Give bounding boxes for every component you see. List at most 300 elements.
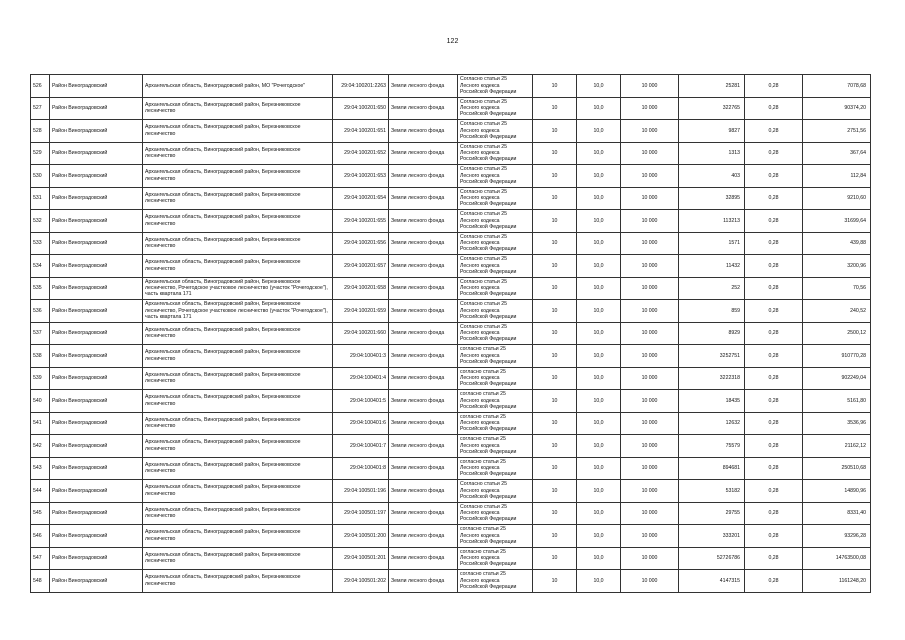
district-cell: Район Виноградовский (50, 97, 143, 120)
sum-cell: 93296,28 (803, 525, 871, 548)
value-cell: 10 000 (621, 390, 679, 413)
legal-basis-cell (458, 142, 533, 165)
value-cell: 10,0 (577, 97, 621, 120)
table-row (31, 412, 871, 435)
sum-cell: 14763500,08 (803, 547, 871, 570)
legal-basis-line: Российской Федерации (460, 268, 517, 275)
area-cell: 403 (679, 165, 745, 188)
cadastral-number-cell: 29:04:100501:200 (333, 525, 389, 548)
rate-cell: 0,28 (745, 210, 803, 233)
district-cell: Район Виноградовский (50, 457, 143, 480)
rate-cell: 0,28 (745, 187, 803, 210)
legal-basis-line: Лесного кодекса (460, 330, 500, 337)
district-cell: Район Виноградовский (50, 322, 143, 345)
address-cell: Архангельская область, Виноградовский район, Березниковское лесничество (143, 255, 333, 278)
area-cell: 29755 (679, 502, 745, 525)
row-number: 536 (31, 300, 50, 323)
address-cell: Архангельская область, Виноградовский район, Березниковское лесничество (143, 120, 333, 143)
sum-cell: 240,52 (803, 300, 871, 323)
row-number: 531 (31, 187, 50, 210)
legal-basis-line: согласно статьи 25 (460, 436, 506, 443)
table-row (31, 255, 871, 278)
land-category-cell: Земли лесного фонда (389, 525, 458, 548)
legal-basis-cell (458, 547, 533, 570)
legal-basis-line: Лесного кодекса (460, 510, 500, 517)
area-cell: 1313 (679, 142, 745, 165)
area-cell: 3252751 (679, 345, 745, 368)
table-row (31, 187, 871, 210)
rate-cell: 0,28 (745, 345, 803, 368)
district-cell: Район Виноградовский (50, 570, 143, 593)
value-cell: 10 (533, 435, 577, 458)
address-cell: Архангельская область, Виноградовский район, МО "Рочегодское" (143, 75, 333, 98)
row-number: 538 (31, 345, 50, 368)
rate-cell: 0,28 (745, 480, 803, 503)
cadastral-number-cell: 29:04:100501:196 (333, 480, 389, 503)
sum-cell: 7078,68 (803, 75, 871, 98)
table-row (31, 142, 871, 165)
area-cell: 1571 (679, 232, 745, 255)
legal-basis-line: согласно статьи 25 (460, 458, 506, 465)
table-row (31, 322, 871, 345)
legal-basis-line: Российской Федерации (460, 358, 517, 365)
rate-cell: 0,28 (745, 412, 803, 435)
cadastral-number-cell: 29:04:100401:8 (333, 457, 389, 480)
rate-cell: 0,28 (745, 525, 803, 548)
table-row (31, 570, 871, 593)
legal-basis-line: Согласно статьи 25 (460, 233, 507, 240)
district-cell: Район Виноградовский (50, 502, 143, 525)
rate-cell: 0,28 (745, 322, 803, 345)
legal-basis-cell (458, 75, 533, 98)
value-cell: 10 000 (621, 412, 679, 435)
value-cell: 10 (533, 502, 577, 525)
value-cell: 10 (533, 345, 577, 368)
district-cell: Район Виноградовский (50, 412, 143, 435)
land-category-cell: Земли лесного фонда (389, 570, 458, 593)
cadastral-number-cell: 29:04:100201:658 (333, 277, 389, 300)
table-row (31, 525, 871, 548)
legal-basis-cell (458, 232, 533, 255)
legal-basis-cell (458, 345, 533, 368)
legal-basis-line: Согласно статьи 25 (460, 323, 507, 330)
value-cell: 10 (533, 525, 577, 548)
legal-basis-line: Лесного кодекса (460, 487, 500, 494)
rate-cell: 0,28 (745, 277, 803, 300)
value-cell: 10 000 (621, 435, 679, 458)
value-cell: 10 (533, 255, 577, 278)
row-number: 548 (31, 570, 50, 593)
value-cell: 10,0 (577, 142, 621, 165)
district-cell: Район Виноградовский (50, 435, 143, 458)
legal-basis-line: Согласно статьи 25 (460, 503, 507, 510)
address-cell: Архангельская область, Виноградовский район, Березниковское лесничество (143, 570, 333, 593)
cadastral-number-cell: 29:04:100501:197 (333, 502, 389, 525)
district-cell: Район Виноградовский (50, 390, 143, 413)
value-cell: 10 000 (621, 255, 679, 278)
value-cell: 10 (533, 547, 577, 570)
legal-basis-line: согласно статьи 25 (460, 571, 506, 578)
land-category-cell: Земли лесного фонда (389, 300, 458, 323)
value-cell: 10 000 (621, 480, 679, 503)
land-category-cell: Земли лесного фонда (389, 322, 458, 345)
value-cell: 10,0 (577, 435, 621, 458)
rate-cell: 0,28 (745, 435, 803, 458)
legal-basis-cell (458, 187, 533, 210)
legal-basis-cell (458, 367, 533, 390)
row-number: 535 (31, 277, 50, 300)
sum-cell: 902249,04 (803, 367, 871, 390)
legal-basis-line: Лесного кодекса (460, 532, 500, 539)
value-cell: 10 000 (621, 120, 679, 143)
row-number: 526 (31, 75, 50, 98)
address-cell: Архангельская область, Виноградовский район, Березниковское лесничество (143, 525, 333, 548)
value-cell: 10 000 (621, 210, 679, 233)
cadastral-number-cell: 29:04:100401:5 (333, 390, 389, 413)
district-cell: Район Виноградовский (50, 480, 143, 503)
legal-basis-cell (458, 412, 533, 435)
sum-cell: 367,64 (803, 142, 871, 165)
legal-basis-line: Лесного кодекса (460, 150, 500, 157)
address-cell: Архангельская область, Виноградовский район, Березниковское лесничество (143, 502, 333, 525)
value-cell: 10 000 (621, 367, 679, 390)
legal-basis-line: Согласно статьи 25 (460, 188, 507, 195)
land-category-cell: Земли лесного фонда (389, 120, 458, 143)
row-number: 529 (31, 142, 50, 165)
value-cell: 10,0 (577, 75, 621, 98)
legal-basis-line: Российской Федерации (460, 156, 517, 163)
address-cell: Архангельская область, Виноградовский район, Березниковское лесничество (143, 232, 333, 255)
district-cell: Район Виноградовский (50, 75, 143, 98)
area-cell: 11432 (679, 255, 745, 278)
rate-cell: 0,28 (745, 300, 803, 323)
area-cell: 333201 (679, 525, 745, 548)
value-cell: 10,0 (577, 457, 621, 480)
legal-basis-cell (458, 322, 533, 345)
value-cell: 10 (533, 390, 577, 413)
cadastral-number-cell: 29:04:100201:656 (333, 232, 389, 255)
address-cell: Архангельская область, Виноградовский район, Березниковское лесничество (143, 142, 333, 165)
sum-cell: 31699,64 (803, 210, 871, 233)
legal-basis-line: Лесного кодекса (460, 82, 500, 89)
district-cell: Район Виноградовский (50, 187, 143, 210)
cadastral-number-cell: 29:04:100201:654 (333, 187, 389, 210)
district-cell: Район Виноградовский (50, 277, 143, 300)
legal-basis-line: согласно статьи 25 (460, 368, 506, 375)
cadastral-number-cell: 29:04:100201:2263 (333, 75, 389, 98)
sum-cell: 3536,96 (803, 412, 871, 435)
value-cell: 10 (533, 457, 577, 480)
value-cell: 10 000 (621, 525, 679, 548)
value-cell: 10 (533, 97, 577, 120)
legal-basis-cell (458, 165, 533, 188)
legal-basis-line: Российской Федерации (460, 201, 517, 208)
legal-basis-line: Согласно статьи 25 (460, 256, 507, 263)
land-category-cell: Земли лесного фонда (389, 502, 458, 525)
sum-cell: 910770,28 (803, 345, 871, 368)
legal-basis-line: Российской Федерации (460, 403, 517, 410)
legal-basis-cell (458, 480, 533, 503)
value-cell: 10 000 (621, 277, 679, 300)
value-cell: 10 (533, 142, 577, 165)
area-cell: 18435 (679, 390, 745, 413)
value-cell: 10,0 (577, 165, 621, 188)
legal-basis-line: Российской Федерации (460, 561, 517, 568)
legal-basis-line: Российской Федерации (460, 471, 517, 478)
legal-basis-line: Российской Федерации (460, 583, 517, 590)
legal-basis-line: Российской Федерации (460, 133, 517, 140)
district-cell: Район Виноградовский (50, 255, 143, 278)
value-cell: 10 (533, 322, 577, 345)
address-cell: Архангельская область, Виноградовский район, Березниковское лесничество (143, 97, 333, 120)
legal-basis-line: Лесного кодекса (460, 465, 500, 472)
legal-basis-line: Согласно статьи 25 (460, 98, 507, 105)
cadastral-number-cell: 29:04:100401:4 (333, 367, 389, 390)
value-cell: 10 000 (621, 345, 679, 368)
address-cell: Архангельская область, Виноградовский район, Березниковское лесничество (143, 547, 333, 570)
rate-cell: 0,28 (745, 547, 803, 570)
area-cell: 52726786 (679, 547, 745, 570)
legal-basis-line: согласно статьи 25 (460, 526, 506, 533)
rate-cell: 0,28 (745, 367, 803, 390)
district-cell: Район Виноградовский (50, 210, 143, 233)
area-cell: 252 (679, 277, 745, 300)
area-cell: 4147315 (679, 570, 745, 593)
cadastral-number-cell: 29:04:100401:6 (333, 412, 389, 435)
legal-basis-cell (458, 97, 533, 120)
legal-basis-line: Лесного кодекса (460, 375, 500, 382)
rate-cell: 0,28 (745, 97, 803, 120)
sum-cell: 250510,68 (803, 457, 871, 480)
area-cell: 9827 (679, 120, 745, 143)
legal-basis-line: Лесного кодекса (460, 555, 500, 562)
address-cell: Архангельская область, Виноградовский район, Березниковское лесничество (143, 345, 333, 368)
legal-basis-line: Российской Федерации (460, 381, 517, 388)
value-cell: 10,0 (577, 210, 621, 233)
value-cell: 10,0 (577, 187, 621, 210)
row-number: 543 (31, 457, 50, 480)
area-cell: 12632 (679, 412, 745, 435)
table-row (31, 97, 871, 120)
area-cell: 75579 (679, 435, 745, 458)
value-cell: 10 000 (621, 97, 679, 120)
legal-basis-line: Российской Федерации (460, 493, 517, 500)
legal-basis-line: согласно статьи 25 (460, 346, 506, 353)
row-number: 541 (31, 412, 50, 435)
land-category-cell: Земли лесного фонда (389, 255, 458, 278)
district-cell: Район Виноградовский (50, 232, 143, 255)
value-cell: 10 (533, 187, 577, 210)
legal-basis-line: Лесного кодекса (460, 105, 500, 112)
value-cell: 10,0 (577, 570, 621, 593)
sum-cell: 8331,40 (803, 502, 871, 525)
area-cell: 322765 (679, 97, 745, 120)
rate-cell: 0,28 (745, 120, 803, 143)
area-cell: 8929 (679, 322, 745, 345)
sum-cell: 439,88 (803, 232, 871, 255)
legal-basis-cell (458, 502, 533, 525)
cadastral-number-cell: 29:04:100201:659 (333, 300, 389, 323)
district-cell: Район Виноградовский (50, 525, 143, 548)
legal-basis-line: Российской Федерации (460, 336, 517, 343)
value-cell: 10,0 (577, 120, 621, 143)
legal-basis-line: Лесного кодекса (460, 577, 500, 584)
legal-basis-line: Российской Федерации (460, 538, 517, 545)
table-row (31, 390, 871, 413)
address-cell: Архангельская область, Виноградовский район, Березниковское лесничество (143, 412, 333, 435)
sum-cell: 2500,12 (803, 322, 871, 345)
value-cell: 10 (533, 412, 577, 435)
value-cell: 10,0 (577, 412, 621, 435)
address-cell: Архангельская область, Виноградовский район, Березниковское лесничество, Рочегодское участковое лесничество (участок "Рочегодское"), часть квартала 171 (143, 277, 333, 300)
land-category-cell: Земли лесного фонда (389, 232, 458, 255)
legal-basis-line: Согласно статьи 25 (460, 121, 507, 128)
address-cell: Архангельская область, Виноградовский район, Березниковское лесничество, Рочегодское участковое лесничество (участок "Рочегодское"), часть квартала 171 (143, 300, 333, 323)
cadastral-number-cell: 29:04:100201:651 (333, 120, 389, 143)
sum-cell: 21162,12 (803, 435, 871, 458)
row-number: 527 (31, 97, 50, 120)
value-cell: 10,0 (577, 502, 621, 525)
rate-cell: 0,28 (745, 232, 803, 255)
row-number: 542 (31, 435, 50, 458)
area-cell: 3222318 (679, 367, 745, 390)
value-cell: 10,0 (577, 367, 621, 390)
value-cell: 10,0 (577, 232, 621, 255)
value-cell: 10 (533, 277, 577, 300)
legal-basis-line: Российской Федерации (460, 448, 517, 455)
legal-basis-cell (458, 435, 533, 458)
land-category-cell: Земли лесного фонда (389, 412, 458, 435)
legal-basis-cell (458, 120, 533, 143)
rate-cell: 0,28 (745, 255, 803, 278)
legal-basis-line: Согласно статьи 25 (460, 301, 507, 308)
land-category-cell: Земли лесного фонда (389, 142, 458, 165)
sum-cell: 70,56 (803, 277, 871, 300)
cadastral-number-cell: 29:04:100201:657 (333, 255, 389, 278)
row-number: 546 (31, 525, 50, 548)
cadastral-number-cell: 29:04:100201:653 (333, 165, 389, 188)
table-row (31, 480, 871, 503)
legal-basis-line: Лесного кодекса (460, 240, 500, 247)
cadastral-number-cell: 29:04:100201:655 (333, 210, 389, 233)
table-row (31, 435, 871, 458)
legal-basis-line: Российской Федерации (460, 516, 517, 523)
rate-cell: 0,28 (745, 457, 803, 480)
value-cell: 10 000 (621, 547, 679, 570)
legal-basis-line: Лесного кодекса (460, 352, 500, 359)
cadastral-number-cell: 29:04:100201:650 (333, 97, 389, 120)
value-cell: 10 (533, 210, 577, 233)
legal-basis-line: Согласно статьи 25 (460, 76, 507, 83)
legal-basis-line: Лесного кодекса (460, 127, 500, 134)
cadastral-number-cell: 29:04:100201:660 (333, 322, 389, 345)
table-row (31, 232, 871, 255)
table-row (31, 345, 871, 368)
sum-cell: 14890,96 (803, 480, 871, 503)
cadastral-number-cell: 29:04:100401:3 (333, 345, 389, 368)
legal-basis-line: согласно статьи 25 (460, 413, 506, 420)
value-cell: 10,0 (577, 390, 621, 413)
value-cell: 10,0 (577, 345, 621, 368)
land-category-cell: Земли лесного фонда (389, 457, 458, 480)
row-number: 530 (31, 165, 50, 188)
district-cell: Район Виноградовский (50, 345, 143, 368)
area-cell: 32895 (679, 187, 745, 210)
legal-basis-line: Российской Федерации (460, 111, 517, 118)
rate-cell: 0,28 (745, 142, 803, 165)
value-cell: 10 000 (621, 142, 679, 165)
land-category-cell: Земли лесного фонда (389, 547, 458, 570)
value-cell: 10,0 (577, 322, 621, 345)
table-row (31, 277, 871, 300)
value-cell: 10,0 (577, 277, 621, 300)
value-cell: 10 000 (621, 502, 679, 525)
row-number: 539 (31, 367, 50, 390)
legal-basis-line: Согласно статьи 25 (460, 166, 507, 173)
value-cell: 10,0 (577, 255, 621, 278)
row-number: 534 (31, 255, 50, 278)
district-cell: Район Виноградовский (50, 547, 143, 570)
legal-basis-line: Согласно статьи 25 (460, 143, 507, 150)
row-number: 545 (31, 502, 50, 525)
row-number: 528 (31, 120, 50, 143)
address-cell: Архангельская область, Виноградовский район, Березниковское лесничество (143, 457, 333, 480)
value-cell: 10 000 (621, 570, 679, 593)
row-number: 544 (31, 480, 50, 503)
table-row (31, 210, 871, 233)
value-cell: 10 (533, 120, 577, 143)
value-cell: 10 (533, 232, 577, 255)
value-cell: 10 (533, 570, 577, 593)
land-category-cell: Земли лесного фонда (389, 390, 458, 413)
district-cell: Район Виноградовский (50, 165, 143, 188)
row-number: 537 (31, 322, 50, 345)
land-category-cell: Земли лесного фонда (389, 367, 458, 390)
legal-basis-line: Согласно статьи 25 (460, 278, 507, 285)
value-cell: 10 (533, 165, 577, 188)
land-category-cell: Земли лесного фонда (389, 435, 458, 458)
sum-cell: 2751,56 (803, 120, 871, 143)
table-body (31, 75, 871, 593)
sum-cell: 3200,96 (803, 255, 871, 278)
table-row (31, 165, 871, 188)
legal-basis-line: Российской Федерации (460, 223, 517, 230)
address-cell: Архангельская область, Виноградовский район, Березниковское лесничество (143, 187, 333, 210)
address-cell: Архангельская область, Виноградовский район, Березниковское лесничество (143, 435, 333, 458)
address-cell: Архангельская область, Виноградовский район, Березниковское лесничество (143, 480, 333, 503)
address-cell: Архангельская область, Виноградовский район, Березниковское лесничество (143, 322, 333, 345)
area-cell: 25281 (679, 75, 745, 98)
row-number: 533 (31, 232, 50, 255)
land-category-cell: Земли лесного фонда (389, 480, 458, 503)
sum-cell: 5161,80 (803, 390, 871, 413)
area-cell: 113213 (679, 210, 745, 233)
area-cell: 894681 (679, 457, 745, 480)
district-cell: Район Виноградовский (50, 367, 143, 390)
rate-cell: 0,28 (745, 165, 803, 188)
table-row (31, 457, 871, 480)
table-row (31, 367, 871, 390)
value-cell: 10 000 (621, 300, 679, 323)
land-category-cell: Земли лесного фонда (389, 277, 458, 300)
district-cell: Район Виноградовский (50, 120, 143, 143)
sum-cell: 1161248,20 (803, 570, 871, 593)
rate-cell: 0,28 (745, 570, 803, 593)
address-cell: Архангельская область, Виноградовский район, Березниковское лесничество (143, 210, 333, 233)
table-row (31, 300, 871, 323)
land-category-cell: Земли лесного фонда (389, 187, 458, 210)
land-category-cell: Земли лесного фонда (389, 210, 458, 233)
